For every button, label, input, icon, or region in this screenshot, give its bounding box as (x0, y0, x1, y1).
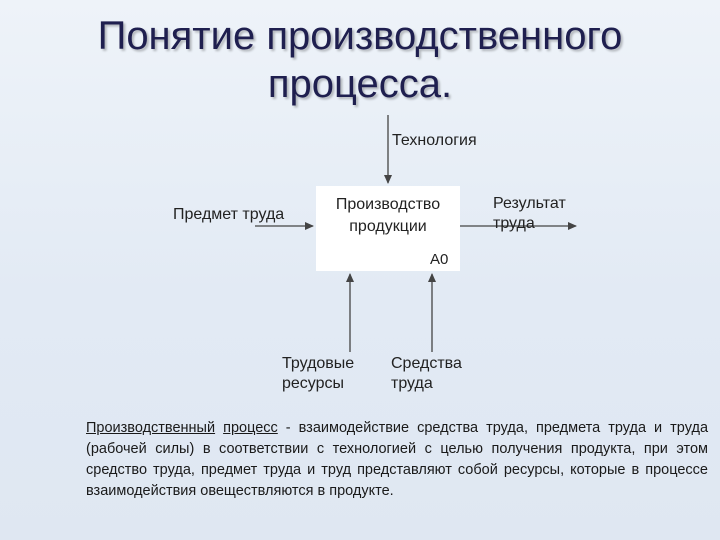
mechanism-label-means: Средства труда (391, 355, 462, 392)
control-label: Технология (392, 132, 477, 149)
process-box-label: Производство продукции (335, 196, 441, 235)
output-label: Результат труда (493, 195, 566, 232)
process-box-code: A0 (430, 251, 449, 268)
title-line-1: Понятие производственного (97, 14, 623, 58)
input-label: Предмет труда (173, 206, 285, 223)
title-line-2: процесса. (267, 62, 453, 106)
definition-term-part1: Производственный (86, 420, 216, 436)
definition-body: - взаимодействие средства труда, предмета труда и труда (рабочей силы) в соответствии с технологией с целью получения продукта, при этом средство труда, предмет труда и труд представляют собой ресурсы, которые в процессе взаимодействия овеществляются в продукте. (86, 420, 709, 499)
mechanism-label-labor: Трудовые ресурсы (282, 355, 355, 392)
definition-term-part2: процесс (223, 420, 278, 436)
definition-text (86, 418, 708, 502)
